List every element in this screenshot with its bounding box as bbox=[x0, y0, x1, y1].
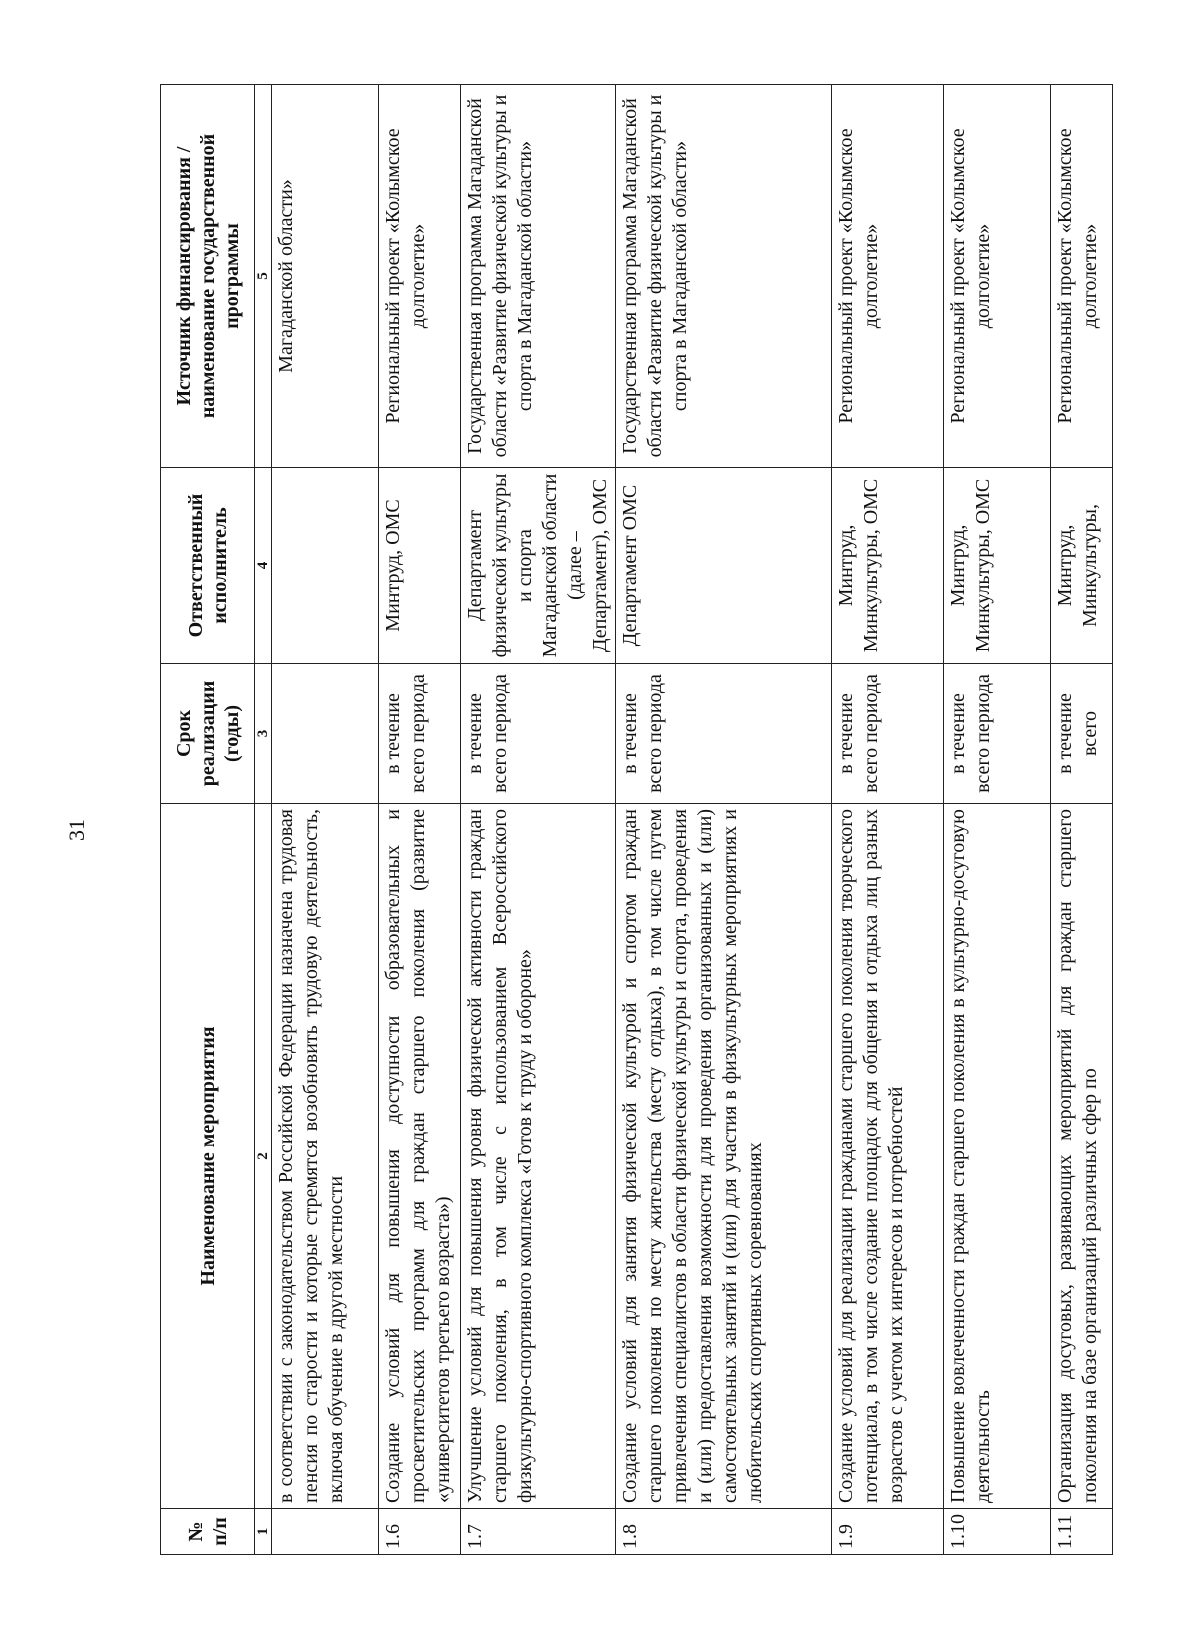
row-number: 1.9 bbox=[832, 1509, 944, 1555]
executor: Департамент физической культуры и спорта Магаданской области (далее – Департамент), ОМС bbox=[461, 468, 616, 664]
executor bbox=[272, 468, 379, 664]
column-number: 3 bbox=[255, 664, 272, 804]
row-number: 1.8 bbox=[616, 1509, 832, 1555]
executor: Минтруд, Минкультуры, ОМС bbox=[832, 468, 944, 664]
table-row bbox=[379, 85, 461, 1555]
funding-source: Региональный проект «Колымское долголетие» bbox=[379, 85, 461, 468]
column-number: 4 bbox=[255, 468, 272, 664]
term: в течение всего периода bbox=[944, 664, 1051, 804]
term: в течение всего периода bbox=[379, 664, 461, 804]
rotated-table-wrapper bbox=[160, 85, 1113, 1555]
funding-source: Региональный проект «Колымское долголетие» bbox=[1051, 85, 1113, 468]
executor: Департамент ОМС bbox=[616, 468, 832, 664]
row-number: 1.10 bbox=[944, 1509, 1051, 1555]
measure-name: Создание условий для реализации гражданами старшего поколения творческого потенциала, в том числе создание площадок для общения и отдыха лиц разных возрастов с учетом их интересов и потребностей bbox=[832, 804, 944, 1509]
executor: Минтруд, ОМС bbox=[379, 468, 461, 664]
term: в течение всего периода bbox=[616, 664, 832, 804]
funding-source: Государственная программа Магаданской области «Развитие физической культуры и спорта в Магаданской области» bbox=[616, 85, 832, 468]
measure-name: Создание условий для повышения доступности образовательных и просветительских программ для граждан старшего поколения (развитие «университетов третьего возраста») bbox=[379, 804, 461, 1509]
measures-table bbox=[160, 84, 1113, 1555]
header-num: № п/п bbox=[161, 1509, 255, 1555]
measure-name: Создание условий для занятия физической культурой и спортом граждан старшего поколения по месту жительства (месту отдыха), в том числе путем привлечения специалистов в области физической культуры и спорта, проведения и (или) предоставления возможности для проведения организованных и (или) самостоятельных занятий и (или) для участия в физкультурных мероприятиях и любительских спортивных соревнованиях bbox=[616, 804, 832, 1509]
table-row bbox=[272, 85, 379, 1555]
term: в течение всего периода bbox=[832, 664, 944, 804]
funding-source: Региональный проект «Колымское долголетие» bbox=[944, 85, 1051, 468]
column-number-row bbox=[255, 85, 272, 1555]
measure-name: Улучшение условий для повышения уровня физической активности граждан старшего поколения, в том числе с использованием Всероссийского физкультурно-спортивного комплекса «Готов к труду и обороне» bbox=[461, 804, 616, 1509]
measure-name: в соответствии с законодательством Российской Федерации назначена трудовая пенсия по старости и которые стремятся возобновить трудовую деятельность, включая обучение в другой местности bbox=[272, 804, 379, 1509]
executor: Минтруд, Минкультуры, ОМС bbox=[944, 468, 1051, 664]
row-number: 1.11 bbox=[1051, 1509, 1113, 1555]
header-exec: Ответственный исполнитель bbox=[161, 468, 255, 664]
measure-name: Организация досуговых, развивающих мероприятий для граждан старшего поколения на базе организаций различных сфер по bbox=[1051, 804, 1113, 1509]
table-row bbox=[1051, 85, 1113, 1555]
header-source: Источник финансирования / наименование государственной программы bbox=[161, 85, 255, 468]
table-row bbox=[461, 85, 616, 1555]
table-row bbox=[616, 85, 832, 1555]
term bbox=[272, 664, 379, 804]
row-number bbox=[272, 1509, 379, 1555]
row-number: 1.7 bbox=[461, 1509, 616, 1555]
column-number: 2 bbox=[255, 804, 272, 1509]
page-number: 31 bbox=[64, 819, 89, 841]
term: в течение всего периода bbox=[461, 664, 616, 804]
funding-source: Магаданской области» bbox=[272, 85, 379, 468]
table-row bbox=[944, 85, 1051, 1555]
column-number: 1 bbox=[255, 1509, 272, 1555]
funding-source: Государственная программа Магаданской области «Развитие физической культуры и спорта в Магаданской области» bbox=[461, 85, 616, 468]
header-term: Срок реализации (годы) bbox=[161, 664, 255, 804]
row-number: 1.6 bbox=[379, 1509, 461, 1555]
table-row bbox=[832, 85, 944, 1555]
executor: Минтруд, Минкультуры, bbox=[1051, 468, 1113, 664]
funding-source: Региональный проект «Колымское долголетие» bbox=[832, 85, 944, 468]
term: в течение всего bbox=[1051, 664, 1113, 804]
measure-name: Повышение вовлеченности граждан старшего поколения в культурно-досуговую деятельность bbox=[944, 804, 1051, 1509]
table-header-row bbox=[161, 85, 255, 1555]
header-name: Наименование мероприятия bbox=[161, 804, 255, 1509]
column-number: 5 bbox=[255, 85, 272, 468]
